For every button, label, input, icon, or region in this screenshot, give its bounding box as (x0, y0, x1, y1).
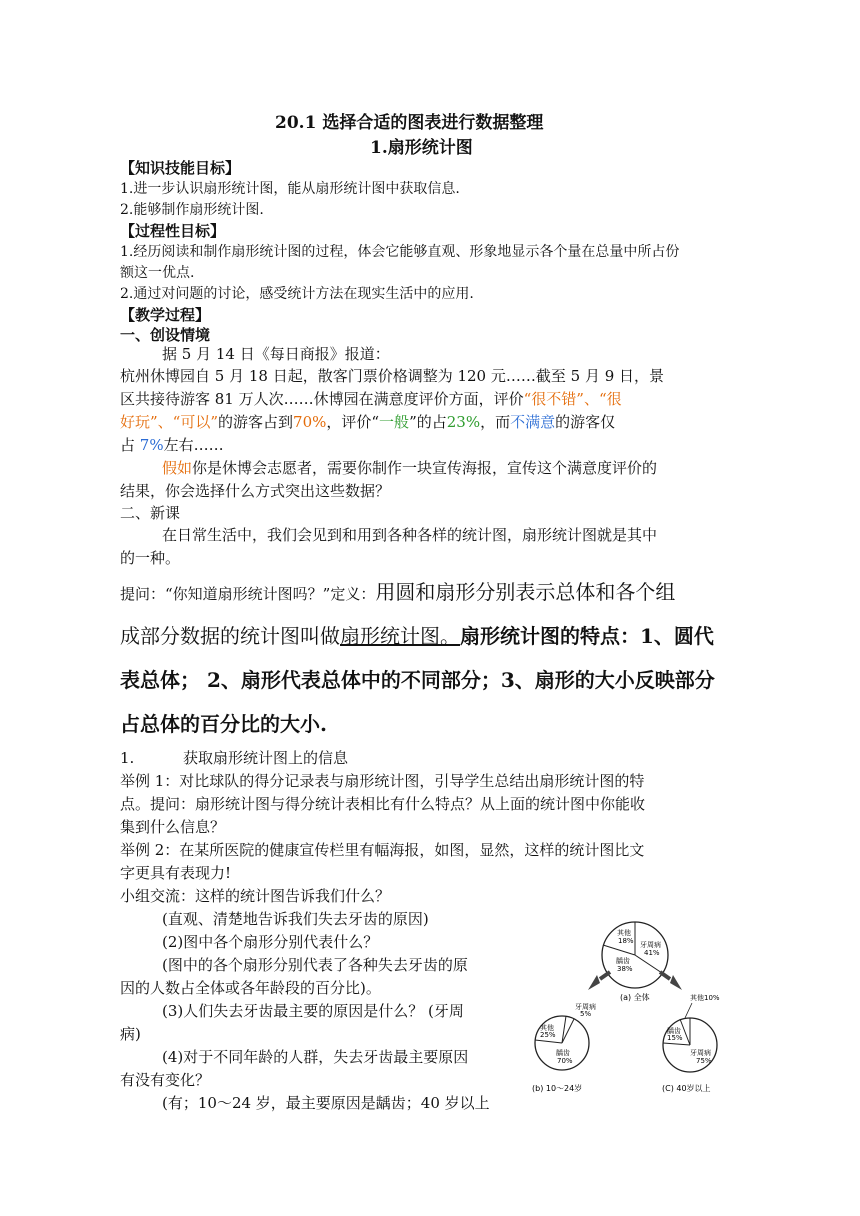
pie-b-perio-pct: 5% (580, 1010, 592, 1018)
answer-3a: (图中的各个扇形分别代表了各种失去牙齿的原 (162, 956, 468, 974)
news-text: 占 (120, 436, 140, 454)
pie-c-older (662, 993, 720, 1093)
pie-b-young (532, 1002, 596, 1093)
pie-c-caries-label: 龋齿 (667, 1027, 681, 1035)
news-text: 的游客占到 (218, 413, 294, 431)
pie-a-caries-label: 龋齿 (616, 957, 630, 965)
pie-b-caption: (b) 10～24岁 (532, 1084, 583, 1093)
item-1-number: 1. (120, 749, 135, 767)
definition-line-3: 表总体； 2、扇形代表总体中的不同部分；3、扇形的大小反映部分 (120, 668, 715, 692)
step-1-heading: 一、创设情境 (120, 326, 211, 344)
pie-c-caption: (C) 40岁以上 (662, 1084, 711, 1093)
news-line-4 (120, 412, 615, 432)
pie-b-other-label: 其他 (540, 1024, 554, 1032)
page-subtitle: 1.扇形统计图 (370, 138, 473, 158)
news-highlight-very-good: “很不错”、“很 (523, 390, 622, 408)
news-pct-70: 70% (293, 413, 327, 431)
definition-line-4: 占总体的百分比的大小. (120, 712, 327, 736)
example-2-line-1: 举例 2：在某所医院的健康宣传栏里有幅海报，如图，显然，这样的统计图比文 (120, 841, 645, 859)
arrow-right-icon (670, 975, 682, 990)
new-lesson-line-2: 的一种。 (120, 549, 181, 567)
answer-5b: 有没有变化？ (120, 1071, 211, 1089)
section-knowledge-heading: 【知识技能目标】 (120, 159, 241, 177)
pie-c-perio-label: 牙周病 (690, 1049, 711, 1057)
news-highlight-fun: 好玩”、“可以” (120, 413, 219, 431)
definition-text: 用圆和扇形分别表示总体和各个组 (375, 580, 676, 604)
answer-1: (直观、清楚地告诉我们失去牙齿的原因) (162, 910, 429, 928)
process-goal-2: 2.通过对问题的讨论，感受统计方法在现实生活中的应用. (120, 286, 474, 302)
question-text: 你是休博会志愿者，需要你制作一块宣传海报，宣传这个满意度评价的 (192, 459, 658, 477)
answer-6: (有；10～24 岁，最主要原因是龋齿；40 岁以上 (162, 1094, 490, 1112)
answer-4b: 病) (120, 1025, 141, 1043)
section-process-heading: 【过程性目标】 (120, 222, 226, 240)
question-prompt: 提问：“你知道扇形统计图吗？”定义： (120, 585, 376, 603)
group-discussion: 小组交流：这样的统计图告诉我们什么？ (120, 887, 391, 905)
question-highlight: 假如 (162, 459, 193, 477)
step-2-heading: 二、新课 (120, 504, 181, 522)
page-title: 20.1 选择合适的图表进行数据整理 (275, 113, 544, 133)
example-1-line-3: 集到什么信息？ (120, 818, 226, 836)
pie-a-overall (602, 922, 668, 1002)
question-line-1 (162, 458, 657, 478)
example-1-line-2: 点。提问：扇形统计图与得分统计表相比有什么特点？从上面的统计图中你能收 (120, 795, 646, 813)
news-line-1: 据 5 月 14 日《每日商报》报道： (162, 345, 390, 363)
pie-c-other-label: 其他10% (690, 994, 720, 1002)
news-text: ，而 (480, 413, 511, 431)
pie-a-perio-pct: 41% (644, 949, 660, 957)
news-line-2: 杭州休博园自 5 月 18 日起，散客门票价格调整为 120 元……截至 5 月 9 日，景 (120, 367, 665, 385)
news-line-3-text: 区共接待游客 81 万人次……休博园在满意度评价方面，评价 (120, 390, 524, 408)
definition-term: 扇形统计图。 (340, 624, 460, 648)
question-line-2: 结果，你会选择什么方式突出这些数据？ (120, 482, 391, 500)
pie-a-perio-label: 牙周病 (640, 941, 661, 949)
new-lesson-line-1: 在日常生活中，我们会见到和用到各种各样的统计图，扇形统计图就是其中 (162, 526, 658, 544)
news-highlight-unsatisfied: 不满意 (510, 413, 556, 431)
definition-text: 成部分数据的统计图叫做 (120, 624, 340, 648)
tooth-loss-pie-figure (530, 915, 740, 1100)
pie-b-perio-label: 牙周病 (575, 1003, 596, 1011)
process-goal-1b: 额这一优点. (120, 265, 195, 281)
knowledge-goal-1: 1.进一步认识扇形统计图，能从扇形统计图中获取信息. (120, 181, 460, 197)
news-highlight-average: 一般 (379, 413, 410, 431)
answer-5a: (4)对于不同年龄的人群，失去牙齿最主要原因 (162, 1048, 469, 1066)
knowledge-goal-2: 2.能够制作扇形统计图. (120, 202, 264, 218)
news-text: 左右…… (163, 436, 224, 454)
section-teaching-heading: 【教学过程】 (120, 306, 211, 324)
definition-line-2 (120, 622, 714, 650)
pie-a-other-pct: 18% (618, 937, 634, 945)
answer-4a: (3)人们失去牙齿最主要的原因是什么？ (牙周 (162, 1002, 464, 1020)
process-goal-1a: 1.经历阅读和制作扇形统计图的过程，体会它能够直观、形象地显示各个量在总量中所占份 (120, 244, 680, 260)
news-pct-7: 7% (139, 436, 164, 454)
pie-b-caries-label: 龋齿 (556, 1049, 570, 1057)
definition-line-1 (120, 578, 675, 606)
pie-c-perio-pct: 75% (696, 1057, 712, 1065)
news-line-5 (120, 435, 224, 455)
pie-a-other-label: 其他 (617, 929, 631, 937)
pie-c-leader-line (685, 1003, 692, 1018)
answer-3b: 因的人数占全体或各年龄段的百分比)。 (120, 979, 381, 997)
example-2-line-2: 字更具有表现力! (120, 864, 232, 882)
item-1-title: 获取扇形统计图上的信息 (183, 749, 349, 767)
pie-b-caries-pct: 70% (557, 1057, 573, 1065)
news-text: ”的占 (409, 413, 447, 431)
news-pct-23: 23% (446, 413, 481, 431)
example-1-line-1: 举例 1：对比球队的得分记录表与扇形统计图，引导学生总结出扇形统计图的特 (120, 772, 645, 790)
news-text: 的游客仅 (555, 413, 616, 431)
answer-2: (2)图中各个扇形分别代表什么？ (162, 933, 379, 951)
pie-b-other-pct: 25% (540, 1031, 556, 1039)
features-text: 扇形统计图的特点：1、圆代 (460, 624, 714, 648)
pie-a-caption: (a) 全体 (620, 993, 650, 1002)
pie-a-caries-pct: 38% (617, 965, 633, 973)
news-text: ，评价“ (326, 413, 380, 431)
pie-figure-svg (530, 915, 740, 1100)
news-line-3 (120, 389, 622, 409)
pie-c-caries-pct: 15% (667, 1034, 683, 1042)
arrow-left-icon (588, 975, 600, 990)
